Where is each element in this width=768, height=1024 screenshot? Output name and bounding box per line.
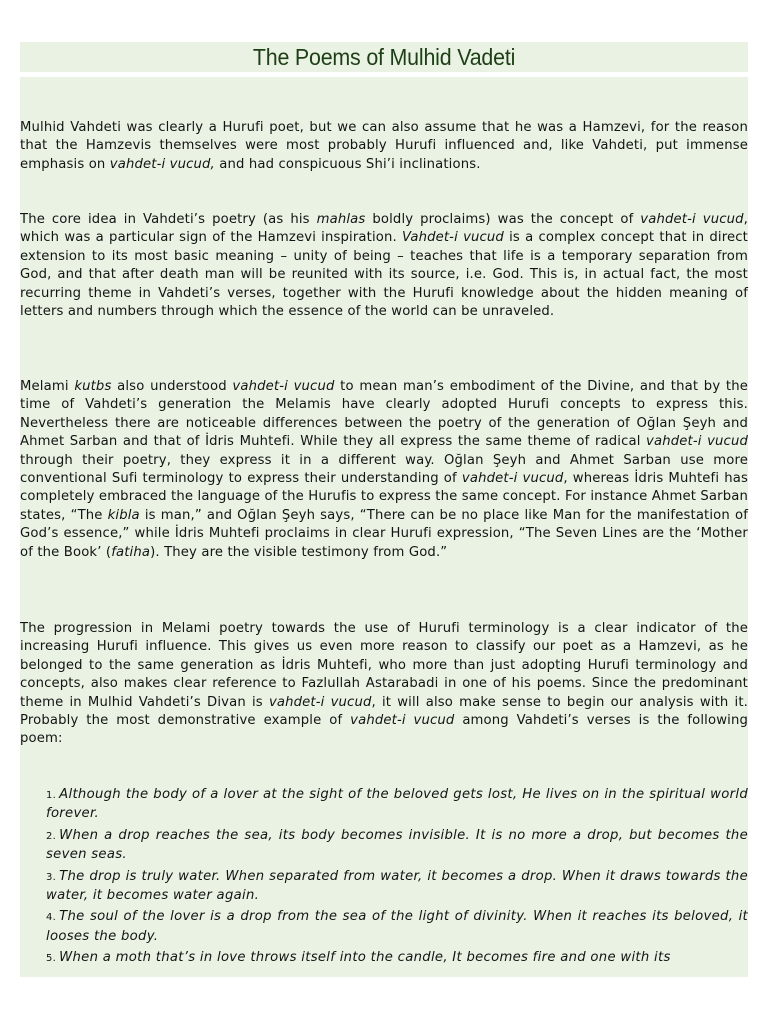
poem-verse (38, 786, 748, 824)
italic-term: vahdet-i vucud (268, 694, 372, 710)
poem-verse (38, 949, 748, 968)
italic-term: vahdet-i vucud (232, 379, 335, 394)
paragraph (20, 119, 748, 174)
italic-term: kutbs (74, 379, 112, 394)
italic-term: vahdet-i vucud (640, 212, 744, 227)
poem-verse (38, 908, 748, 946)
text-run: to mean man’s embodiment of the Divine, and that by the time of Vahdeti’s generation the Melamis have clearly adopted Hurufi concepts to express this. Nevertheless there are noticeable differences between the poetry of the generation of Oğlan Şeyh and Ahmet Sarban and that of İdris Muhtefi. While they all express the same theme of radical (20, 379, 749, 450)
verse-number: 2. (46, 830, 57, 842)
verse-number: 3. (46, 871, 57, 883)
page-title: The Poems of Mulhid Vadeti (252, 43, 516, 70)
text-run: ). They are the visible testimony from God.” (150, 544, 448, 560)
text-run: The progression in Melami poetry towards the use of Hurufi terminology is a clear indicator of the increasing Hurufi influence. This gives us even more reason to classify our poet as a Hamzevi, as he belonged to the same generation as İdris Muhtefi, who more than just adopting Hurufi terminology and concepts, also makes clear reference to Fazlullah Astarabadi in one of his poems. Since the predominant theme in Mulhid Vahdeti’s Divan is (20, 621, 748, 710)
italic-term: vahdet-i vucud (646, 434, 748, 450)
verse-number: 5. (46, 953, 57, 965)
text-run: boldly proclaims) was the concept of (365, 212, 641, 227)
italic-term: Vahdet-i vucud (402, 230, 504, 246)
verse-text: The soul of the lover is a drop from the sea of the light of divinity. When it reaches its beloved, it looses the body. (46, 909, 748, 944)
paragraph (20, 378, 748, 562)
text-run: , which was a particular sign of the Hamzevi inspiration. (20, 212, 748, 246)
italic-term: mahlas (316, 212, 366, 227)
verse-number: 4. (46, 912, 57, 924)
italic-term: vahdet-i vucud (350, 713, 455, 729)
poem-list (38, 786, 748, 972)
verse-text: The drop is truly water. When separated from water, it becomes a drop. When it draws towards the water, it becomes water again. (46, 868, 748, 904)
verse-text: When a moth that’s in love throws itself into the candle, It becomes fire and one with its (59, 950, 671, 966)
text-run: , whereas İdris Muhtefi has completely embraced the language of the Hurufis to express the same concept. For instance Ahmet Sarban states, “The (20, 471, 748, 523)
poem-verse (38, 827, 748, 865)
poem-verse (38, 868, 748, 906)
italic-term: kibla (107, 507, 140, 523)
verse-number: 1. (46, 790, 57, 801)
paragraph (20, 211, 748, 321)
italic-term: vahdet-i vucud (461, 471, 564, 487)
text-run: Melami (20, 379, 75, 394)
title-band (20, 42, 748, 72)
text-run: The core idea in Vahdeti’s poetry (as his (20, 212, 317, 227)
text-run: , it will also make sense to begin our analysis with it. Probably the most demonstrative example of (20, 694, 748, 729)
verse-text: When a drop reaches the sea, its body becomes invisible. It is no more a drop, but becomes the seven seas. (46, 827, 748, 863)
text-run: among Vahdeti’s verses is the following poem: (20, 713, 748, 747)
text-run: is man,” and Oğlan Şeyh says, “There can be no place like Man for the manifestation of God’s essence,” while İdris Muhtefi proclaims in clear Hurufi expression, “The Seven Lines are the ‘Mother of the Book’ ( (20, 507, 748, 560)
text-run: also understood (111, 379, 233, 394)
verse-text: Although the body of a lover at the sight of the beloved gets lost, He lives on in the spiritual world forever. (46, 787, 748, 822)
text-run: Mulhid Vahdeti was clearly a Hurufi poet, but we can also assume that he was a Hamzevi, for the reason that the Hamzevis themselves were most probably Hurufi influenced and, like Vahdeti, put immense emphasis on (20, 120, 748, 172)
italic-term: fatiha (111, 544, 151, 560)
paragraph (20, 620, 748, 749)
text-run: through their poetry, they express it in a different way. Oğlan Şeyh and Ahmet Sarban use more conventional Sufi terminology to express their understanding of (20, 452, 748, 487)
text-run: and had conspicuous Shi’i inclinations. (214, 156, 481, 172)
italic-term: vahdet-i vucud, (109, 156, 215, 172)
text-run: is a complex concept that in direct extension to its most basic meaning – unity of being – teaches that life is a temporary separation from God, and that after death man will be reunited with its source, i.e. God. This is, in actual fact, the most recurring theme in Vahdeti’s verses, together with the Hurufi knowledge about the hidden meaning of letters and numbers through which the essence of the world can be unraveled. (20, 230, 748, 320)
